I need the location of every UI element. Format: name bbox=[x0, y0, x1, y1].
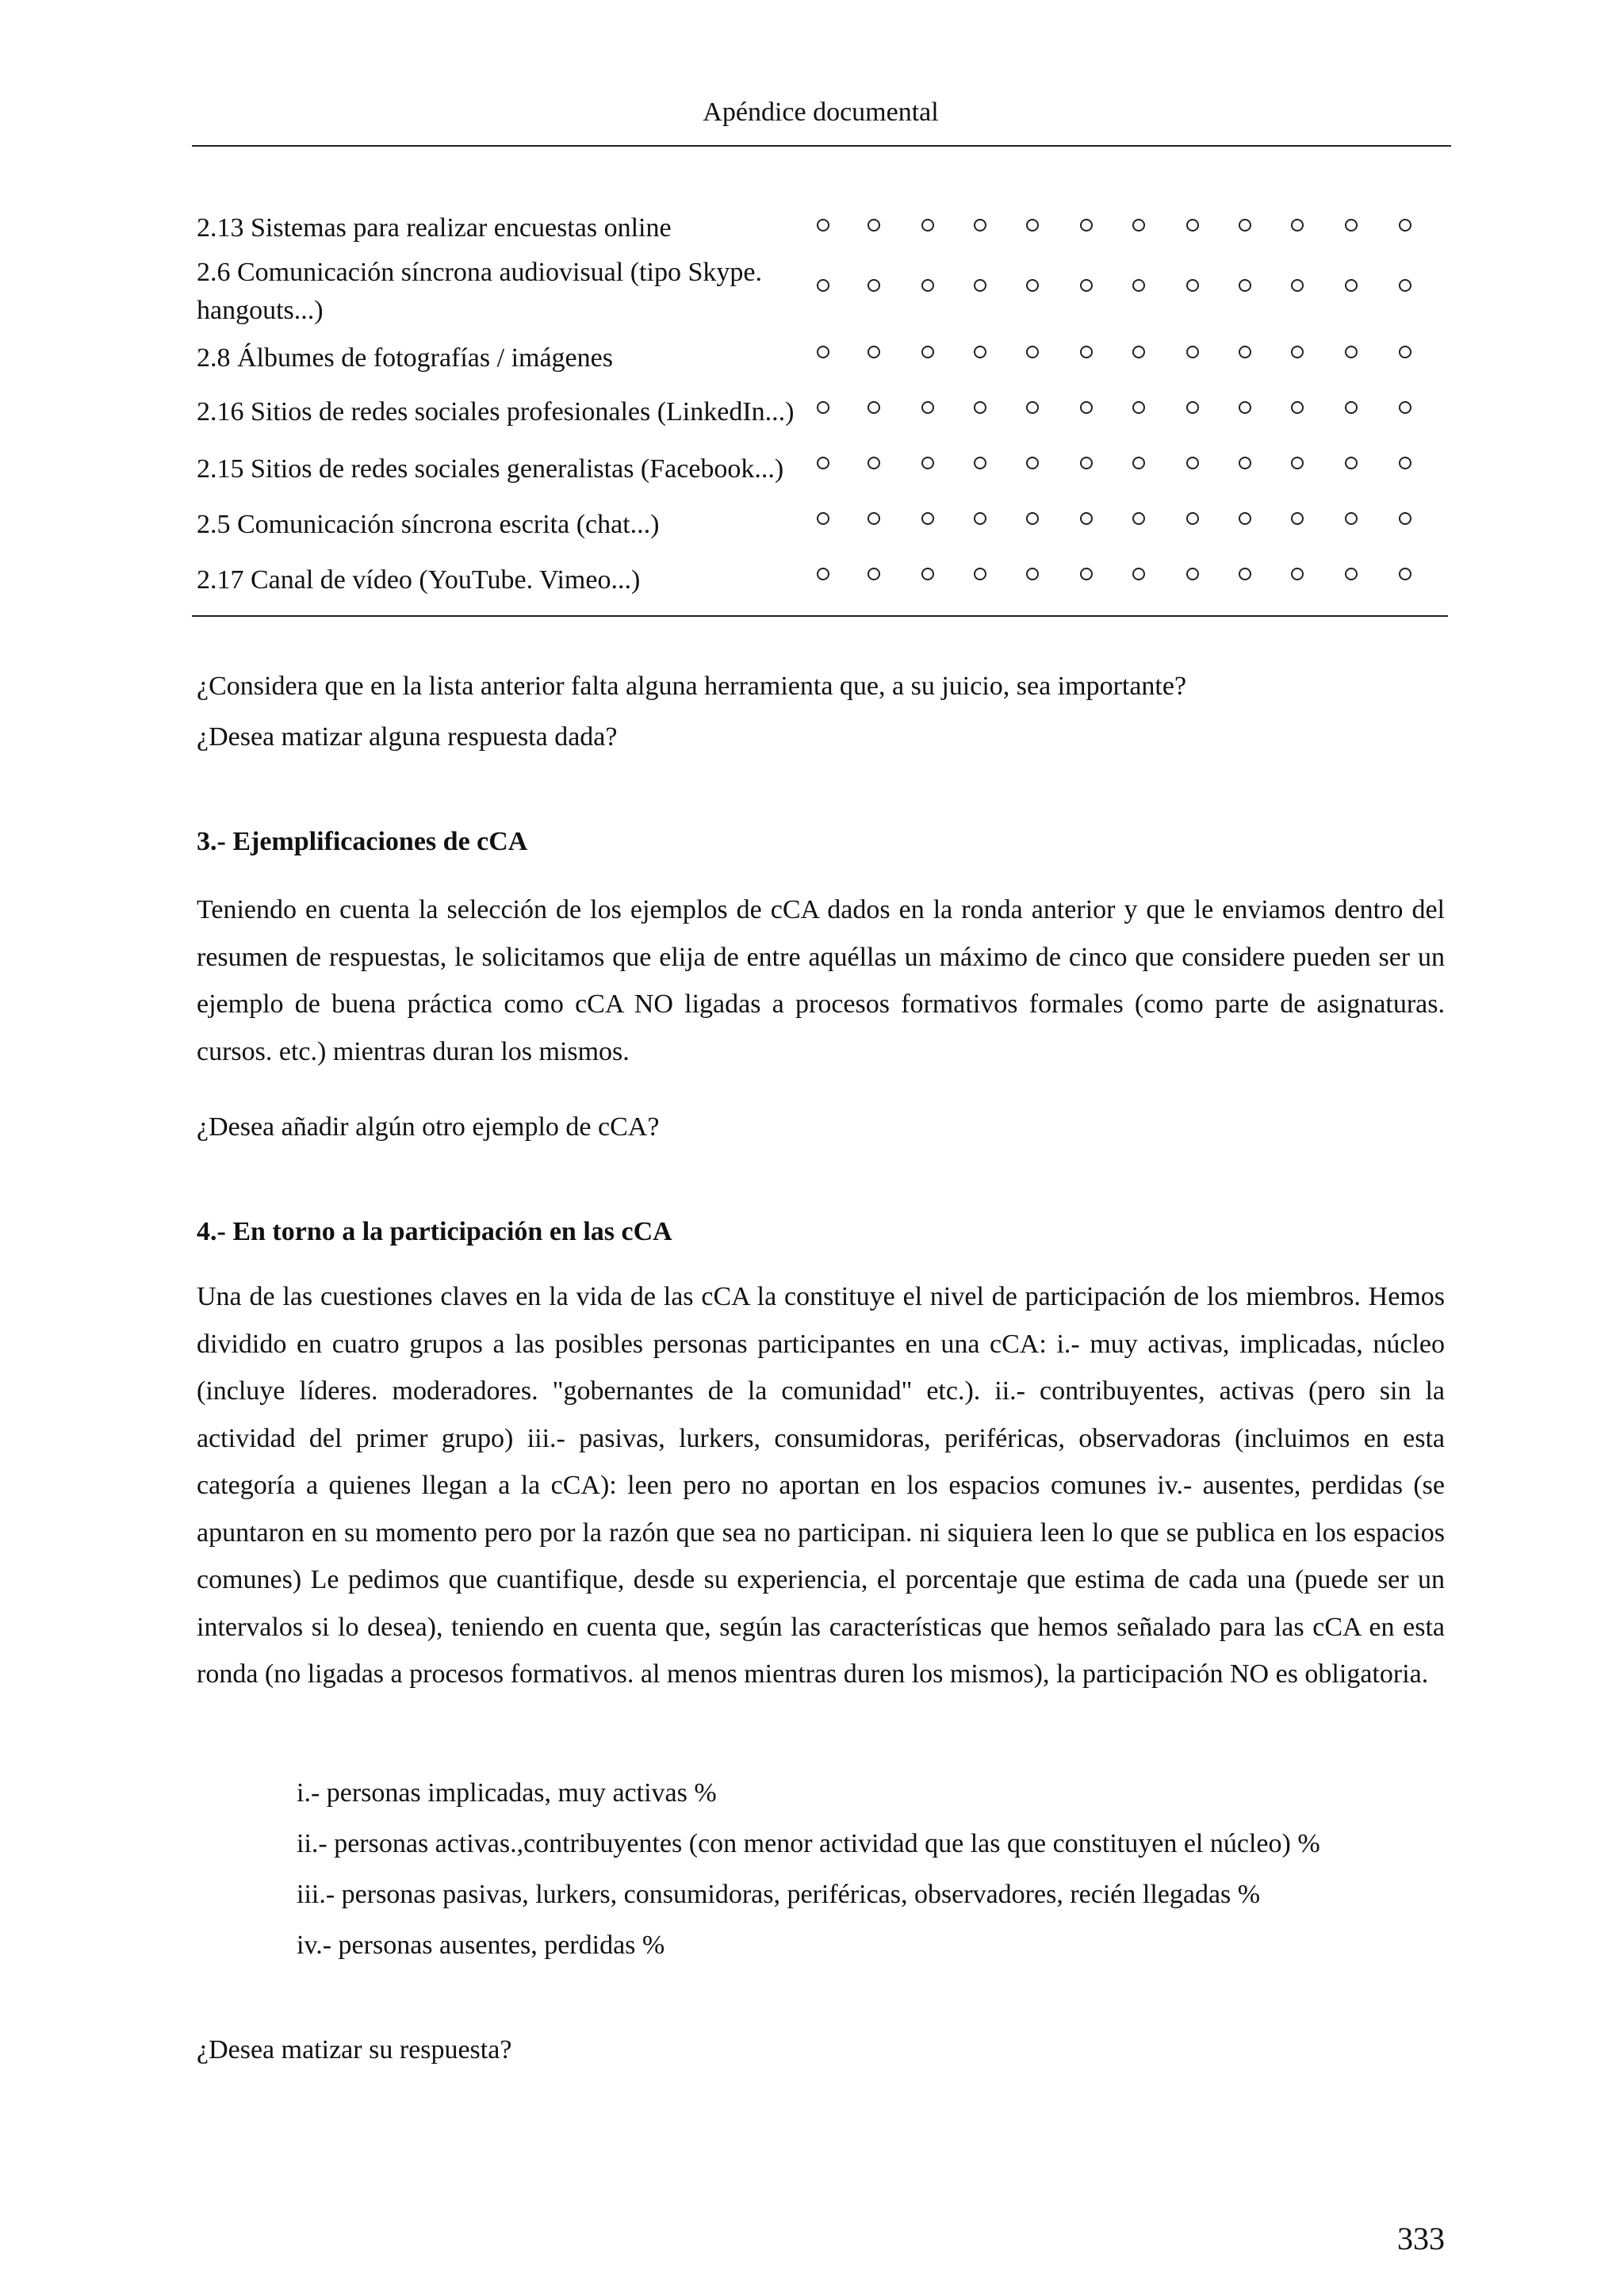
rating-radio[interactable] bbox=[1291, 401, 1304, 414]
rating-radio[interactable] bbox=[1239, 346, 1251, 358]
question-missing-tool: ¿Considera que en la lista anterior falta alguna herramienta que, a su juicio, sea importante? bbox=[197, 672, 1187, 701]
row-label: 2.6 Comunicación síncrona audiovisual (tipo Skype. hangouts...) bbox=[197, 258, 762, 325]
rating-radio[interactable] bbox=[1186, 401, 1199, 414]
rating-radio[interactable] bbox=[1080, 346, 1093, 358]
rating-radio[interactable] bbox=[817, 219, 829, 232]
rating-radio[interactable] bbox=[1080, 219, 1093, 232]
rating-radio[interactable] bbox=[1026, 401, 1039, 414]
rating-radio[interactable] bbox=[1399, 568, 1411, 580]
rating-radio[interactable] bbox=[1132, 512, 1145, 525]
rating-radio[interactable] bbox=[1291, 568, 1304, 580]
rating-radio[interactable] bbox=[1132, 568, 1145, 580]
rating-radio[interactable] bbox=[817, 279, 829, 292]
rating-radio[interactable] bbox=[1132, 346, 1145, 358]
rating-radio[interactable] bbox=[1239, 401, 1251, 414]
rating-radio[interactable] bbox=[974, 568, 986, 580]
rating-radio[interactable] bbox=[1080, 279, 1093, 292]
rating-radio[interactable] bbox=[1345, 457, 1358, 469]
rating-radio[interactable] bbox=[1186, 457, 1199, 469]
rating-radio[interactable] bbox=[868, 346, 880, 358]
participation-item: iv.- personas ausentes, perdidas % bbox=[297, 1931, 665, 1960]
rating-radio[interactable] bbox=[1345, 568, 1358, 580]
rating-radio[interactable] bbox=[1132, 279, 1145, 292]
rating-radio[interactable] bbox=[921, 457, 934, 469]
section4-body: Una de las cuestiones claves en la vida de las cCA la constituye el nivel de participación de los miembros. Hemos dividido en cuatro grupos a las posibles personas participantes en una cCA: i.- muy activas, implicadas, núcleo (incluye líderes. moderadores. "gobernantes de la comunidad" etc.). ii.- contribuyentes, activas (pero sin la actividad del primer grupo) iii.- pasivas, lurkers, consumidoras, periféricas, observadoras (incluimos en esta categoría a quienes llegan a la cCA): leen pero no aportan en los espacios comunes iv.- ausentes, perdidas (se apuntaron en su momento pero por la razón que sea no participan. ni siquiera leen lo que se publica en los espacios comunes) Le pedimos que cuantifique, desde su experiencia, el porcentaje que estima de cada una (puede ser un intervalos si lo desea), teniendo en cuenta que, según las características que hemos señalado para las cCA en esta ronda (no ligadas a procesos formativos. al menos mientras duren los mismos), la participación NO es obligatoria. bbox=[197, 1282, 1445, 1689]
rating-radio[interactable] bbox=[868, 568, 880, 580]
rating-radio[interactable] bbox=[1239, 457, 1251, 469]
rating-radio[interactable] bbox=[974, 512, 986, 525]
row-label: 2.16 Sitios de redes sociales profesionales (LinkedIn...) bbox=[197, 397, 795, 427]
rating-radio[interactable] bbox=[817, 457, 829, 469]
rating-radio[interactable] bbox=[1399, 457, 1411, 469]
rating-radio[interactable] bbox=[1399, 512, 1411, 525]
row-label: 2.13 Sistemas para realizar encuestas online bbox=[197, 213, 672, 243]
rating-radio[interactable] bbox=[1399, 401, 1411, 414]
participation-item: i.- personas implicadas, muy activas % bbox=[297, 1778, 717, 1808]
rating-radio[interactable] bbox=[1291, 457, 1304, 469]
rating-radio[interactable] bbox=[1026, 219, 1039, 232]
table-bottom-divider bbox=[192, 615, 1448, 617]
section4-heading: 4.- En torno a la participación en las cCA bbox=[197, 1217, 672, 1246]
rating-radio[interactable] bbox=[1291, 219, 1304, 232]
rating-radio[interactable] bbox=[1399, 279, 1411, 292]
rating-radio[interactable] bbox=[868, 279, 880, 292]
row-label: 2.15 Sitios de redes sociales generalistas (Facebook...) bbox=[197, 454, 784, 484]
rating-radio[interactable] bbox=[1399, 346, 1411, 358]
rating-radio[interactable] bbox=[1186, 219, 1199, 232]
rating-radio[interactable] bbox=[1399, 219, 1411, 232]
rating-radio[interactable] bbox=[921, 401, 934, 414]
rating-radio[interactable] bbox=[1345, 279, 1358, 292]
rating-radio[interactable] bbox=[1186, 568, 1199, 580]
rating-radio[interactable] bbox=[817, 401, 829, 414]
section3-question: ¿Desea añadir algún otro ejemplo de cCA? bbox=[197, 1112, 660, 1142]
rating-radio[interactable] bbox=[1186, 512, 1199, 525]
rating-radio[interactable] bbox=[868, 219, 880, 232]
rating-radio[interactable] bbox=[1132, 219, 1145, 232]
rating-radio[interactable] bbox=[1239, 568, 1251, 580]
rating-radio[interactable] bbox=[1026, 568, 1039, 580]
rating-radio[interactable] bbox=[974, 457, 986, 469]
rating-radio[interactable] bbox=[1345, 401, 1358, 414]
rating-radio[interactable] bbox=[868, 457, 880, 469]
rating-radio[interactable] bbox=[1239, 279, 1251, 292]
rating-radio[interactable] bbox=[1080, 512, 1093, 525]
rating-radio[interactable] bbox=[974, 401, 986, 414]
rating-radio[interactable] bbox=[1239, 219, 1251, 232]
rating-radio[interactable] bbox=[921, 279, 934, 292]
rating-radio[interactable] bbox=[1080, 457, 1093, 469]
rating-radio[interactable] bbox=[1026, 457, 1039, 469]
rating-radio[interactable] bbox=[974, 219, 986, 232]
rating-radio[interactable] bbox=[868, 512, 880, 525]
rating-radio[interactable] bbox=[817, 346, 829, 358]
rating-radio[interactable] bbox=[921, 512, 934, 525]
rating-radio[interactable] bbox=[921, 346, 934, 358]
rating-radio[interactable] bbox=[1345, 346, 1358, 358]
rating-radio[interactable] bbox=[974, 279, 986, 292]
row-label: 2.8 Álbumes de fotografías / imágenes bbox=[197, 343, 613, 373]
page-header: Apéndice documental bbox=[703, 98, 939, 127]
rating-radio[interactable] bbox=[1026, 346, 1039, 358]
rating-radio[interactable] bbox=[1345, 219, 1358, 232]
rating-radio[interactable] bbox=[974, 346, 986, 358]
rating-radio[interactable] bbox=[1026, 279, 1039, 292]
participation-item: iii.- personas pasivas, lurkers, consumidoras, periféricas, observadores, recién llegadas % bbox=[297, 1880, 1261, 1909]
participation-item: ii.- personas activas.,contribuyentes (con menor actividad que las que constituyen el núcleo) % bbox=[297, 1829, 1320, 1858]
rating-radio[interactable] bbox=[1239, 512, 1251, 525]
rating-radio[interactable] bbox=[817, 568, 829, 580]
rating-radio[interactable] bbox=[1132, 457, 1145, 469]
section4-question: ¿Desea matizar su respuesta? bbox=[197, 2035, 512, 2064]
rating-radio[interactable] bbox=[817, 512, 829, 525]
rating-radio[interactable] bbox=[1291, 512, 1304, 525]
rating-radio[interactable] bbox=[1345, 512, 1358, 525]
rating-radio[interactable] bbox=[868, 401, 880, 414]
page-number: 333 bbox=[1397, 2221, 1445, 2256]
rating-radio[interactable] bbox=[1026, 512, 1039, 525]
section3-heading: 3.- Ejemplificaciones de cCA bbox=[197, 827, 528, 856]
rating-radio[interactable] bbox=[1080, 401, 1093, 414]
rating-radio[interactable] bbox=[921, 219, 934, 232]
rating-radio[interactable] bbox=[1291, 279, 1304, 292]
row-label: 2.17 Canal de vídeo (YouTube. Vimeo...) bbox=[197, 565, 641, 595]
rating-radio[interactable] bbox=[921, 568, 934, 580]
rating-radio[interactable] bbox=[1291, 346, 1304, 358]
question-nuance-answer: ¿Desea matizar alguna respuesta dada? bbox=[197, 722, 618, 752]
row-label: 2.5 Comunicación síncrona escrita (chat...) bbox=[197, 510, 660, 539]
rating-radio[interactable] bbox=[1186, 346, 1199, 358]
rating-radio[interactable] bbox=[1080, 568, 1093, 580]
rating-radio[interactable] bbox=[1132, 401, 1145, 414]
header-divider bbox=[192, 145, 1451, 147]
rating-radio[interactable] bbox=[1186, 279, 1199, 292]
section3-body: Teniendo en cuenta la selección de los ejemplos de cCA dados en la ronda anterior y que le enviamos dentro del resumen de respuestas, le solicitamos que elija de entre aquéllas un máximo de cinco que considere pueden ser un ejemplo de buena práctica como cCA NO ligadas a procesos formativos formales (como parte de asignaturas. cursos. etc.) mientras duran los mismos. bbox=[197, 895, 1445, 1066]
